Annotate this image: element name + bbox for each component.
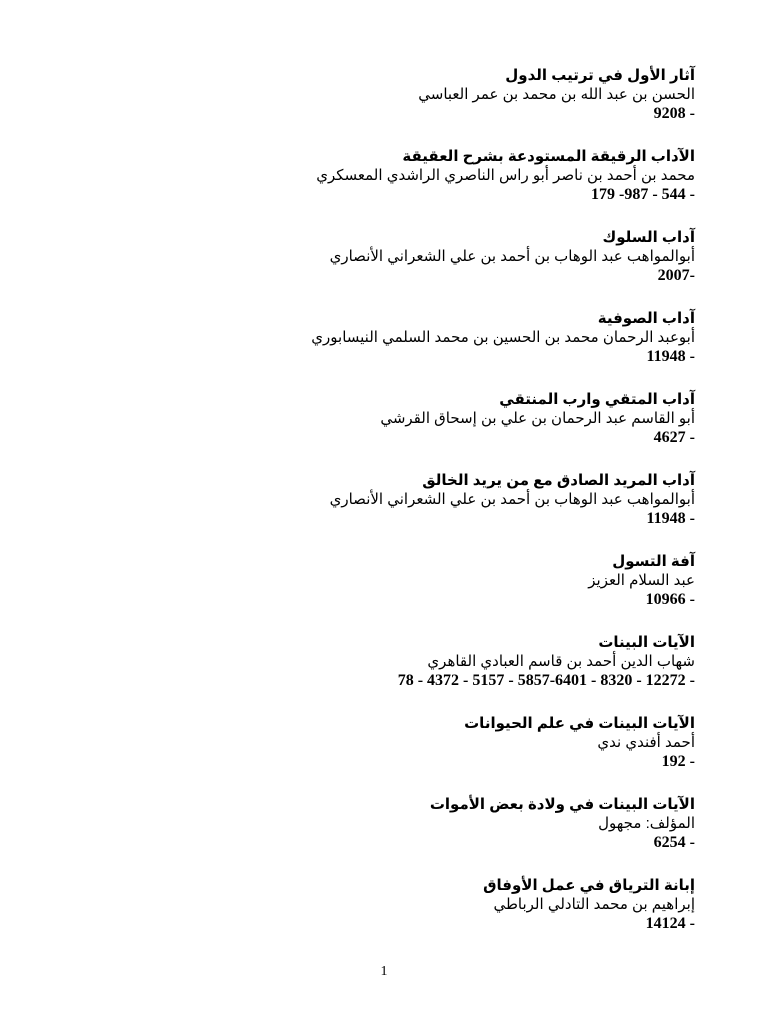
entry-title: آداب السلوك (602, 229, 695, 246)
entry-author: إبراهيم بن محمد التادلي الرباطي (493, 896, 695, 913)
entry-author: أحمد أفندي ندي (597, 734, 695, 751)
catalog-entry (55, 471, 695, 529)
catalog-entry (55, 714, 695, 772)
entry-author: أبوعبد الرحمان محمد بن الحسين بن محمد السلمي النيسابوري (311, 329, 695, 346)
entry-title: آداب المريد الصادق مع من يريد الخالق (422, 472, 695, 489)
entry-title: آفة التسول (612, 553, 695, 570)
entry-title: آداب الصوفية (597, 310, 695, 327)
entry-reference-numbers: - 14124 (645, 915, 695, 932)
catalog-entry (55, 633, 695, 691)
catalog-entry (55, 147, 695, 205)
entry-reference-numbers: - 4627 (653, 429, 695, 446)
entry-title: آثار الأول في ترتيب الدول (505, 67, 695, 84)
catalog-entry (55, 228, 695, 286)
entry-author: أبوالمواهب عبد الوهاب بن أحمد بن علي الشعراني الأنصاري (329, 491, 695, 508)
entry-title: آداب المتقي وارب المنتقي (499, 391, 695, 408)
entry-reference-numbers: - 11948 (646, 348, 695, 365)
entry-reference-numbers: - 192 (661, 753, 695, 770)
catalog-entry (55, 552, 695, 610)
entry-author: أبو القاسم عبد الرحمان بن علي بن إسحاق القرشي (380, 410, 695, 427)
catalog-entry (55, 390, 695, 448)
entry-reference-numbers: - 544 - 987- 179 (591, 186, 695, 203)
entry-reference-numbers: - 6254 (653, 834, 695, 851)
catalog-entries-list (55, 66, 695, 957)
entry-reference-numbers: - 11948 (646, 510, 695, 527)
entry-author: المؤلف: مجهول (598, 815, 695, 832)
entry-title: إبانة الترياق في عمل الأوفاق (483, 877, 695, 894)
entry-author: الحسن بن عبد الله بن محمد بن عمر العباسي (418, 86, 695, 103)
entry-reference-numbers: -2007 (657, 267, 695, 284)
entry-author: عبد السلام العزيز (588, 572, 695, 589)
catalog-entry (55, 876, 695, 934)
entry-title: الآيات البينات في علم الحيوانات (464, 715, 695, 732)
page-number: 1 (380, 964, 388, 979)
entry-reference-numbers: - 10966 (645, 591, 695, 608)
entry-author: شهاب الدين أحمد بن قاسم العبادي القاهري (427, 653, 695, 670)
catalog-entry (55, 795, 695, 853)
entry-reference-numbers: - 9208 (653, 105, 695, 122)
entry-author: محمد بن أحمد بن ناصر أبو راس الناصري الراشدي المعسكري (316, 167, 695, 184)
entry-title: الآداب الرقيقة المستودعة بشرح العقيقة (402, 148, 695, 165)
entry-title: الآيات البينات في ولادة بعض الأموات (429, 796, 695, 813)
entry-reference-numbers: - 12272 - 8320 - 5857-6401 - 5157 - 4372 - 78 (397, 672, 695, 689)
entry-author: أبوالمواهب عبد الوهاب بن أحمد بن علي الشعراني الأنصاري (329, 248, 695, 265)
entry-title: الآيات البينات (598, 634, 695, 651)
catalog-entry (55, 309, 695, 367)
catalog-entry (55, 66, 695, 124)
